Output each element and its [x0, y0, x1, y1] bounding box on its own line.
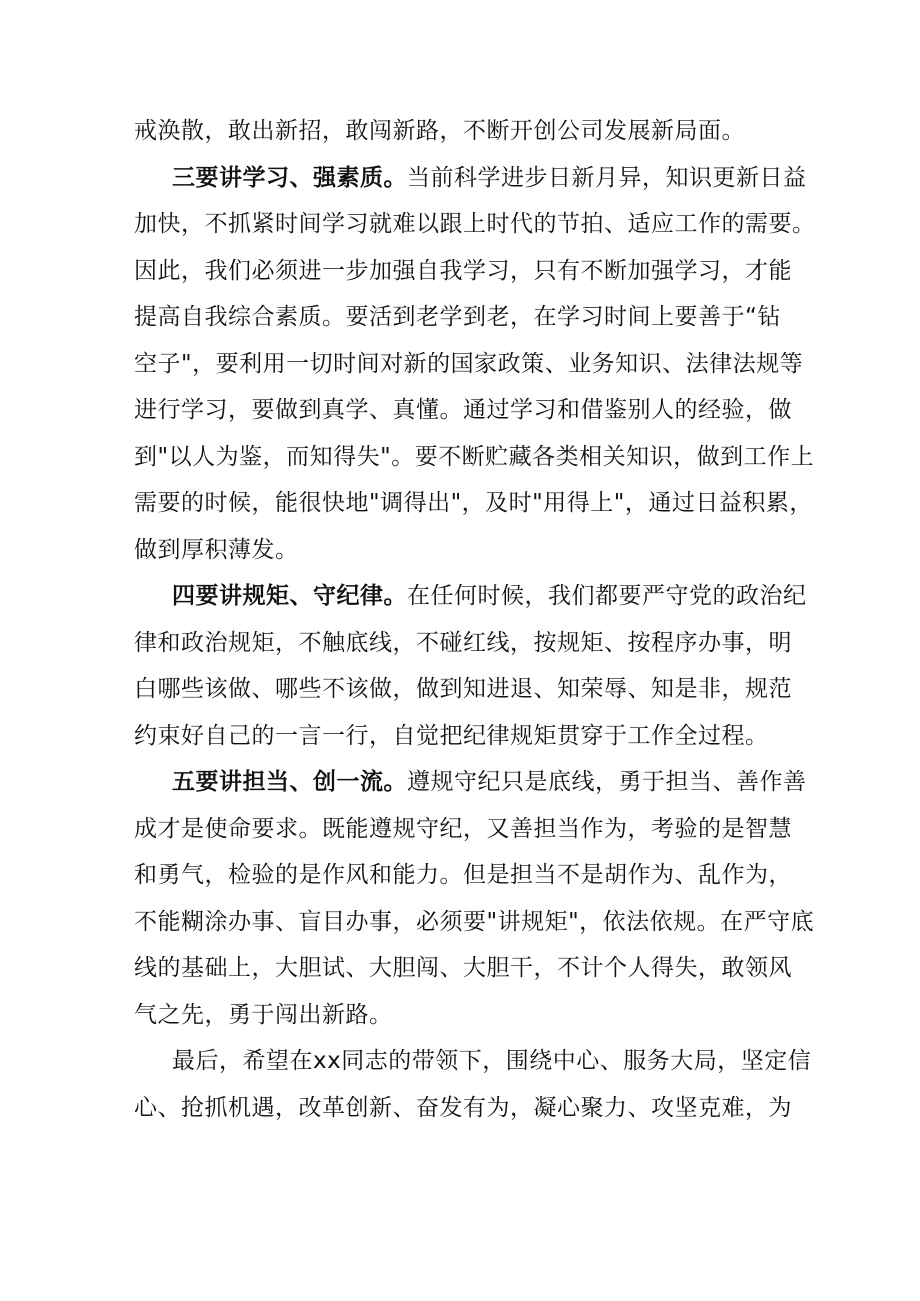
paragraph-closing	[134, 1038, 812, 1131]
text-line: 进行学习，要做到真学、真懂。通过学习和借鉴别人的经验，做	[134, 397, 792, 423]
paragraph-first-line	[134, 573, 807, 620]
text-line: 提高自我综合素质。要活到老学到老，在学习时间上要善于“钻	[134, 304, 781, 330]
text-line: 约束好自己的一言一行，自觉把纪律规矩贯穿于工作全过程。	[134, 722, 769, 749]
paragraph-study	[134, 155, 816, 574]
document-body	[134, 108, 816, 1131]
paragraph-discipline	[134, 573, 807, 759]
text-run: 当前科学进步日新月异，知识更新日益	[407, 164, 807, 191]
text-line: 戒涣散，敢出新招，敢闯新路，不断开创公司发展新局面。	[134, 118, 745, 144]
text-line: 和勇气，检验的是作风和能力。但是担当不是胡作为、乱作为，	[134, 862, 792, 888]
text-line: 需要的时候，能很快地"调得出"，及时"用得上"，通过日益积累，	[134, 490, 813, 516]
text-line: 心、抢抓机遇，改革创新、奋发有为，凝心聚力、攻坚克难，为	[134, 1094, 792, 1121]
text-line: 线的基础上，大胆试、大胆闯、大胆干，不计个人得失，敢领风	[134, 955, 792, 981]
text-line: 因此，我们必须进一步加强自我学习，只有不断加强学习，才能	[134, 257, 792, 284]
text-line: 空子"，要利用一切时间对新的国家政策、业务知识、法律法规等	[134, 350, 804, 377]
text-line: 不能糊涂办事、盲目办事，必须要"讲规矩"，依法依规。在严守底	[134, 908, 815, 935]
section-heading-study: 三要讲学习、强素质。	[172, 164, 407, 191]
text-line: 做到厚积薄发。	[134, 536, 299, 563]
text-line: 白哪些该做、哪些不该做，做到知进退、知荣辱、知是非，规范	[134, 676, 792, 702]
paragraph-first-line	[134, 155, 807, 202]
paragraph-continuation	[134, 108, 799, 155]
section-heading-discipline: 四要讲规矩、守纪律。	[172, 583, 407, 609]
section-heading-responsibility: 五要讲担当、创一流。	[172, 769, 407, 795]
paragraph-first-line	[134, 759, 807, 806]
text-line: 到"以人为鉴，而知得失"。要不断贮藏各类相关知识，做到工作上	[134, 443, 815, 470]
text-line: 气之先，勇于闯出新路。	[134, 1001, 393, 1028]
text-run: 在任何时候，我们都要严守党的政治纪	[407, 583, 807, 609]
paragraph-first-line: 最后，希望在xx同志的带领下，围绕中心、服务大局，坚定信	[172, 1048, 812, 1074]
text-run: 遵规守纪只是底线，勇于担当、善作善	[407, 769, 807, 795]
text-line: 律和政治规矩，不触底线，不碰红线，按规矩、按程序办事，明	[134, 629, 792, 656]
text-line: 成才是使命要求。既能遵规守纪，又善担当作为，考验的是智慧	[134, 815, 792, 842]
text-line: 加快，不抓紧时间学习就难以跟上时代的节拍、适应工作的需要。	[134, 211, 816, 237]
paragraph-responsibility	[134, 759, 815, 1038]
